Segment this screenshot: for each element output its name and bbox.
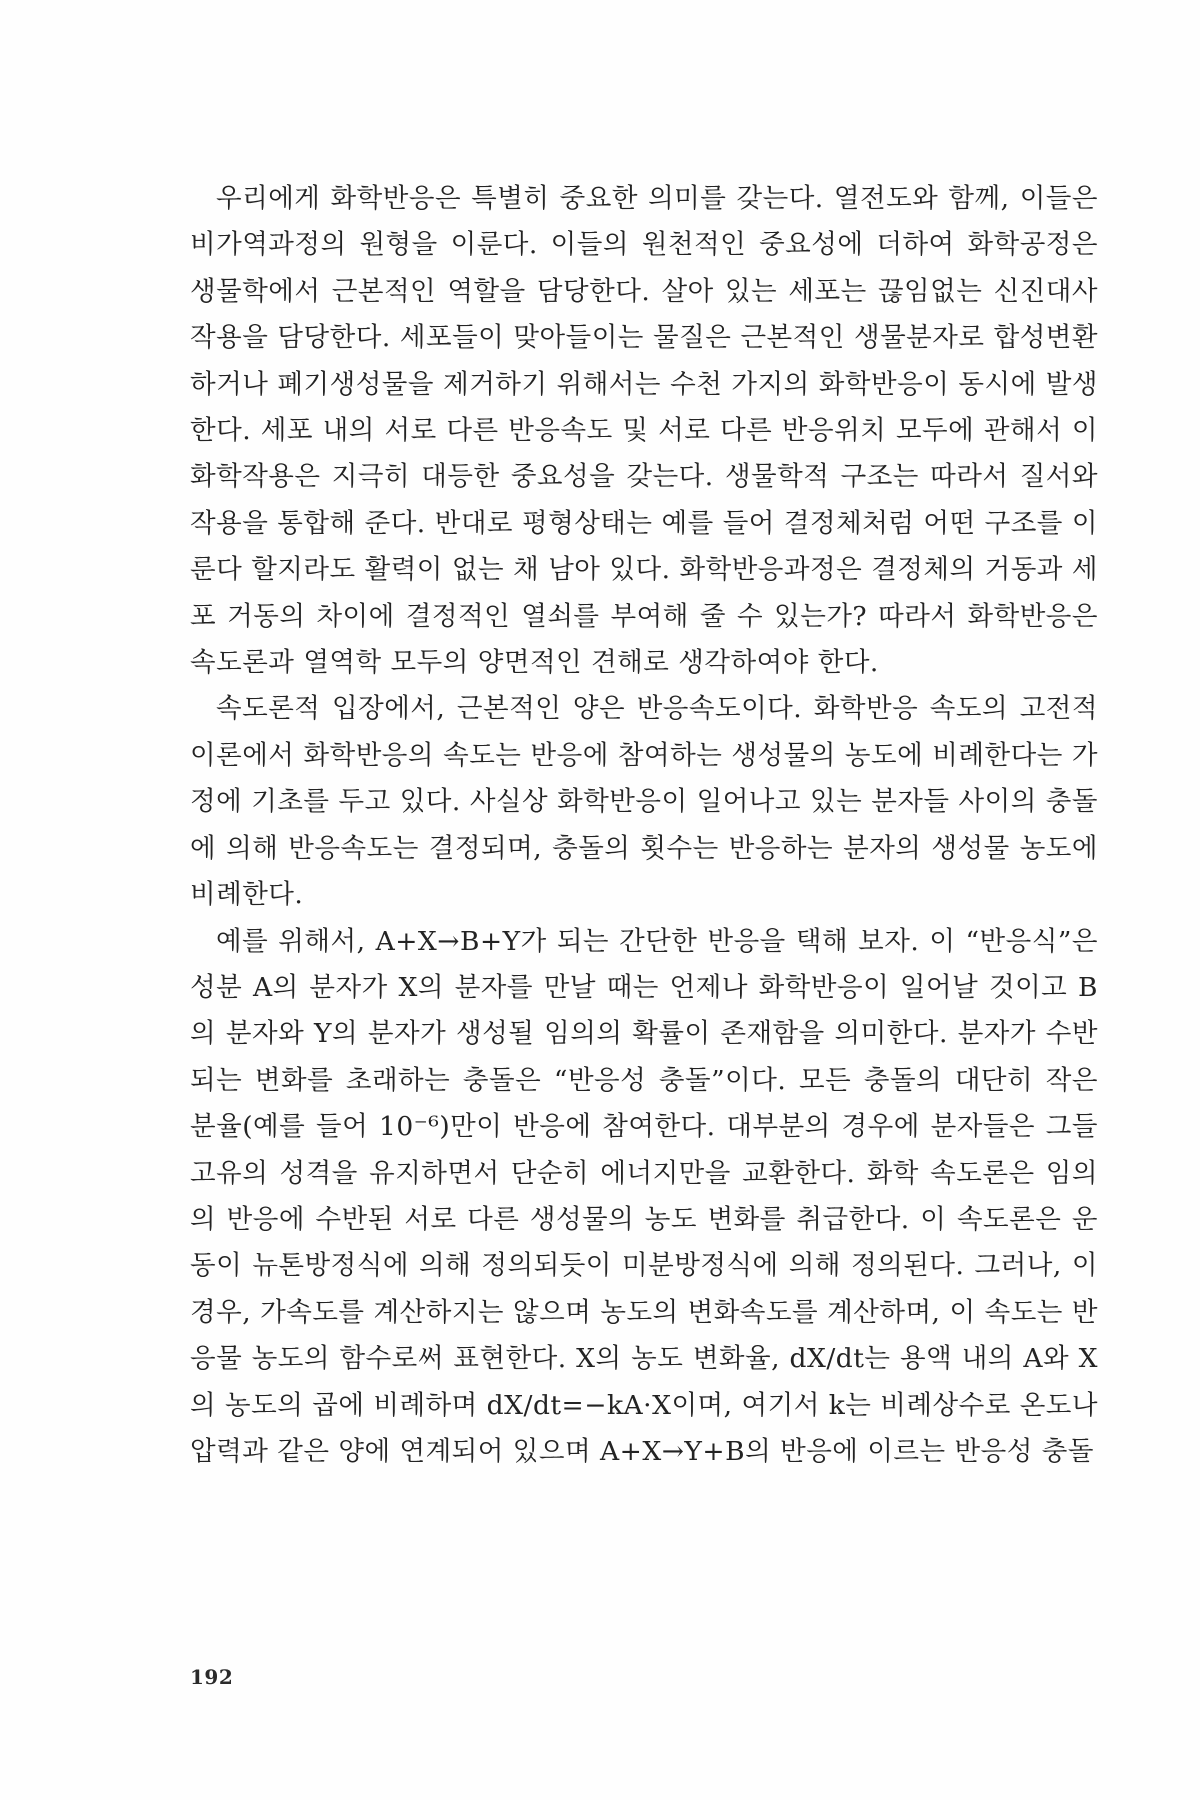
paragraph-1: 우리에게 화학반응은 특별히 중요한 의미를 갖는다. 열전도와 함께, 이들은 비가역과정의 원형을 이룬다. 이들의 원천적인 중요성에 더하여 화학공정은 생물학에서 근본적인 역할을 담당한다. 살아 있는 세포는 끊임없는 신진대사 작용을 담당한다. 세포들이 맞아들이는 물질은 근본적인 생물분자로 합성변환하거나 폐기생성물을 제거하기 위해서는 수천 가지의 화학반응이 동시에 발생한다. 세포 내의 서로 다른 반응속도 및 서로 다른 반응위치 모두에 관해서 이 화학작용은 지극히 대등한 중요성을 갖는다. 생물학적 구조는 따라서 질서와 작용을 통합해 준다. 반대로 평형상태는 예를 들어 결정체처럼 어떤 구조를 이룬다 할지라도 활력이 없는 채 남아 있다. 화학반응과정은 결정체의 거동과 세포 거동의 차이에 결정적인 열쇠를 부여해 줄 수 있는가? 따라서 화학반응은 속도론과 열역학 모두의 양면적인 견해로 생각하여야 한다. xyxy=(190,183,1098,679)
paragraph-3: 예를 위해서, A+X→B+Y가 되는 간단한 반응을 택해 보자. 이 “반응식”은 성분 A의 분자가 X의 분자를 만날 때는 언제나 화학반응이 일어날 것이고 B의 분자와 Y의 분자가 생성될 임의의 확률이 존재함을 의미한다. 분자가 수반되는 변화를 초래하는 충돌은 “반응성 충돌”이다. 모든 충돌의 대단히 작은 분율(예를 들어 10⁻⁶)만이 반응에 참여한다. 대부분의 경우에 분자들은 그들 고유의 성격을 유지하면서 단순히 에너지만을 교환한다. 화학 속도론은 임의의 반응에 수반된 서로 다른 생성물의 농도 변화를 취급한다. 이 속도론은 운동이 뉴톤방정식에 의해 정의되듯이 미분방정식에 의해 정의된다. 그러나, 이 경우, 가속도를 계산하지는 않으며 농도의 변화속도를 계산하며, 이 속도는 반응물 농도의 함수로써 표현한다. X의 농도 변화율, dX/dt는 용액 내의 A와 X의 농도의 곱에 비례하며 dX/dt=−kA·X이며, 여기서 k는 비례상수로 온도나 압력과 같은 양에 연계되어 있으며 A+X→Y+B의 반응에 이르는 반응성 충돌 xyxy=(190,925,1099,1467)
body-text xyxy=(190,176,1098,1475)
paragraph-2: 속도론적 입장에서, 근본적인 양은 반응속도이다. 화학반응 속도의 고전적 이론에서 화학반응의 속도는 반응에 참여하는 생성물의 농도에 비례한다는 가정에 기초를 두고 있다. 사실상 화학반응이 일어나고 있는 분자들 사이의 충돌에 의해 반응속도는 결정되며, 충돌의 횟수는 반응하는 분자의 생성물 농도에 비례한다. xyxy=(190,693,1098,911)
page-number: 192 xyxy=(190,1665,234,1689)
